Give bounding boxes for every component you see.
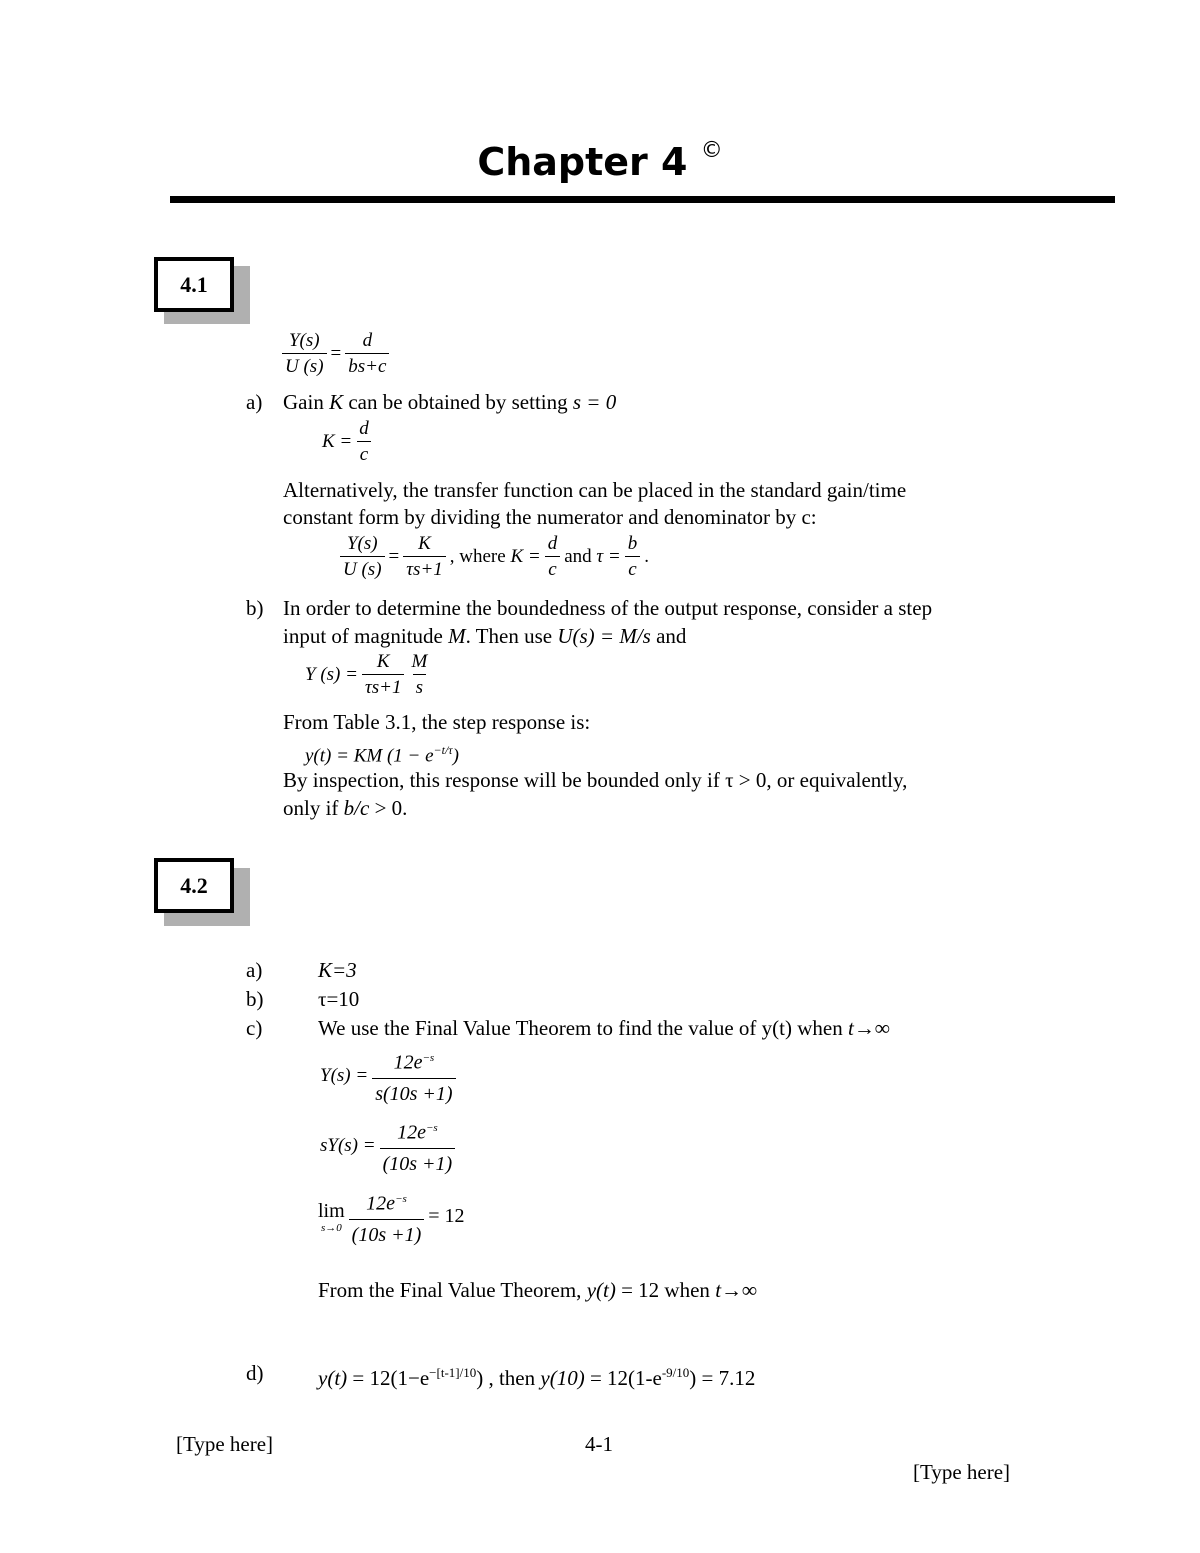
output-response-equation: Y (s) = $\frac{K}{\tau s+1}$ $\frac{M}{s}$: [305, 651, 428, 698]
gain-value: K=3: [318, 958, 357, 982]
problem-number-4-2: 4.2: [154, 858, 234, 913]
time-constant-value: τ=10: [318, 987, 360, 1011]
copyright-symbol: ©: [700, 138, 723, 164]
footer-left[interactable]: [Type here]: [176, 1432, 274, 1456]
part-a-label: a): [246, 390, 263, 414]
final-value-conclusion: From the Final Value Theorem, y(t) = 12 when t→∞: [318, 1278, 757, 1302]
part-d-equation: $y(t) = 12(1-e^{-[t-1]/10})$ , then $y(10) = 12(1-e^{-9/10}) = 7.12$: [318, 1365, 756, 1390]
title-rule: [170, 196, 1115, 203]
part-b-label: b): [246, 596, 264, 620]
alternative-text-line-1: Alternatively, the transfer function can be placed in the standard gain/time: [283, 478, 907, 502]
part-c-text: We use the Final Value Theorem to find the value of y(t) when t→∞: [318, 1016, 890, 1040]
alternative-text-line-2: constant form by dividing the numerator and denominator by c:: [283, 505, 817, 529]
page-number: 4-1: [585, 1432, 613, 1456]
footer-right[interactable]: [Type here]: [913, 1460, 1011, 1484]
part-d-label: d): [246, 1361, 264, 1385]
inspection-text-line-1: By inspection, this response will be bounded only if τ > 0, or equivalently,: [283, 768, 908, 792]
limit-equation: lim s→0 $\frac{12e^{-s}}{(10s +1)}$ = 12: [318, 1192, 465, 1246]
chapter-title: Chapter 4 ©: [477, 138, 723, 184]
s-times-output-equation: sY(s) = $\frac{12e^{-s}}{(10s +1)}$: [320, 1115, 459, 1177]
transfer-function-equation: $\frac{Y(s)}{U (s)}$ = $\frac{d}{bs+c}$: [282, 330, 393, 377]
part-a-label: a): [246, 958, 263, 982]
part-b-label: b): [246, 987, 264, 1011]
laplace-output-equation: Y(s) = $\frac{12e^{-s}}{s(10s +1)}$: [320, 1045, 460, 1107]
inspection-text-line-2: only if b/c > 0.: [283, 796, 408, 820]
step-response-equation: y(t) = KM $(1 - e^{-t/\tau})$: [305, 743, 459, 767]
part-b-text-line-1: In order to determine the boundedness of the output response, consider a step: [283, 596, 933, 620]
part-a-text: Gain K can be obtained by setting s = 0: [283, 390, 617, 414]
part-b-text-line-2: input of magnitude M. Then use U(s) = M/s and: [283, 624, 687, 648]
gain-equation: K = $\frac{d}{c}$: [322, 418, 376, 465]
part-c-label: c): [246, 1016, 263, 1040]
standard-form-equation: $\frac{Y(s)}{U (s)}$ = $\frac{K}{\tau s+1}$ , where K = $\frac{d}{c}$ and τ = $\frac{b}{c}$ .: [340, 533, 649, 580]
table-reference-text: From Table 3.1, the step response is:: [283, 710, 591, 734]
problem-number-4-1: 4.1: [154, 257, 234, 312]
